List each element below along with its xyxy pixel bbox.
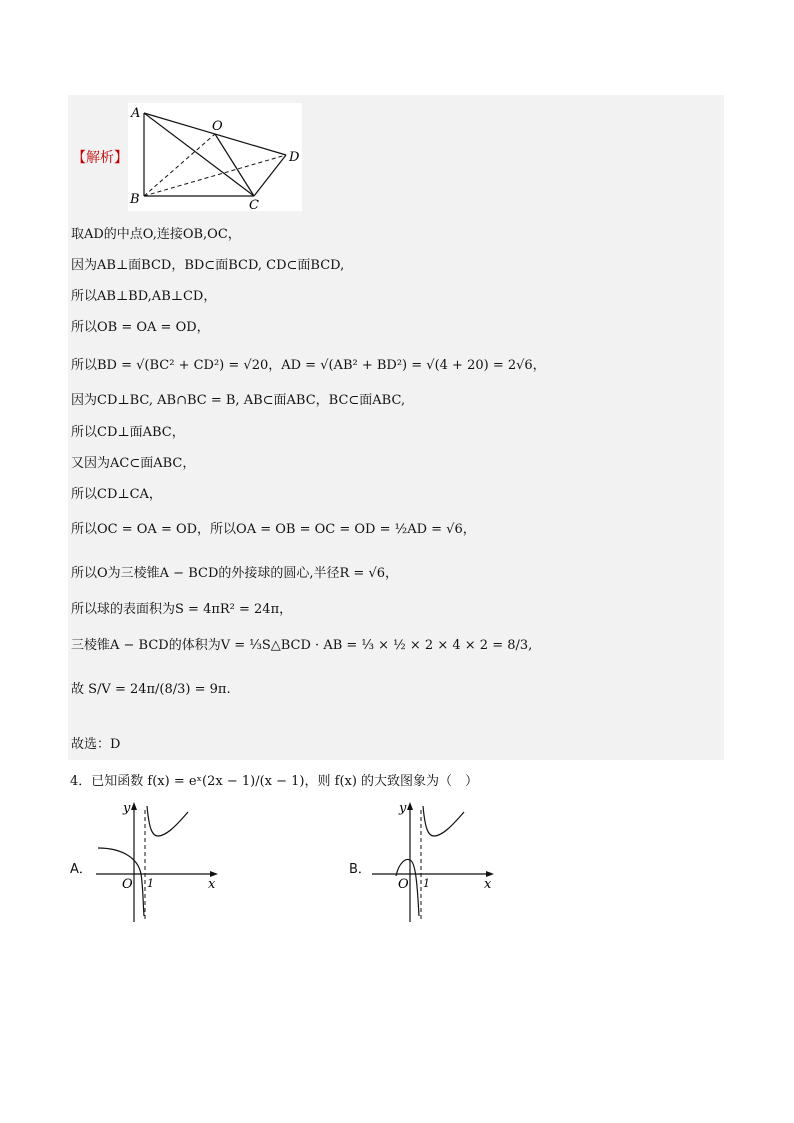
solution-line-11: 所以O为三棱锥A − BCD的外接球的圆心,半径R = √6， <box>71 566 398 581</box>
solution-line-2: 因为AB⊥面BCD，BD⊂面BCD, CD⊂面BCD, <box>71 258 345 273</box>
option-b-label[interactable]: B． <box>349 862 371 877</box>
tetrahedron-svg <box>128 103 302 211</box>
option-b-origin: O <box>398 877 409 892</box>
label-O: O <box>212 119 223 134</box>
option-b-tick: 1 <box>423 877 430 890</box>
solution-line-9: 所以CD⊥CA， <box>71 487 162 502</box>
label-D: D <box>289 150 300 165</box>
solution-line-4: 所以OB = OA = OD， <box>71 320 210 335</box>
tetrahedron-figure <box>128 103 302 211</box>
solution-line-3: 所以AB⊥BD,AB⊥CD， <box>71 289 217 304</box>
analysis-tag: 【解析】 <box>72 150 128 166</box>
solution-line-14: 故 S/V = 24π/(8/3) = 9π. <box>71 682 231 697</box>
solution-line-12: 所以球的表面积为S = 4πR² = 24π， <box>71 602 293 617</box>
question-4: 4．已知函数 f(x) = eˣ(2x − 1)/(x − 1)，则 f(x) 的大致图象为（ ） <box>70 774 479 789</box>
solution-line-8: 又因为AC⊂面ABC， <box>71 456 196 471</box>
label-A: A <box>131 106 141 121</box>
solution-line-6: 因为CD⊥BC, AB∩BC = B, AB⊂面ABC，BC⊂面ABC, <box>71 393 406 408</box>
option-a-graph[interactable] <box>92 798 222 926</box>
solution-answer: 故选：D <box>71 737 121 752</box>
option-a-origin: O <box>122 877 133 892</box>
solution-line-7: 所以CD⊥面ABC， <box>71 425 185 440</box>
solution-panel <box>68 95 724 760</box>
option-b-graph[interactable] <box>368 798 498 926</box>
option-a-tick: 1 <box>147 877 154 890</box>
option-a-x: x <box>208 877 216 892</box>
option-a-label[interactable]: A． <box>70 862 92 877</box>
solution-line-10: 所以OC = OA = OD，所以OA = OB = OC = OD = ½AD = √6， <box>71 522 476 537</box>
label-B: B <box>130 192 140 207</box>
solution-line-13: 三棱锥A − BCD的体积为V = ⅓S△BCD · AB = ⅓ × ½ × 2 × 4 × 2 = 8/3, <box>71 638 533 653</box>
option-b-x: x <box>484 877 492 892</box>
solution-line-1: 取AD的中点O,连接OB,OC， <box>71 227 241 242</box>
label-C: C <box>249 198 259 211</box>
solution-line-5: 所以BD = √(BC² + CD²) = √20，AD = √(AB² + BD²) = √(4 + 20) = 2√6， <box>71 358 546 373</box>
option-a-y: y <box>123 801 131 816</box>
option-b-y: y <box>399 801 407 816</box>
